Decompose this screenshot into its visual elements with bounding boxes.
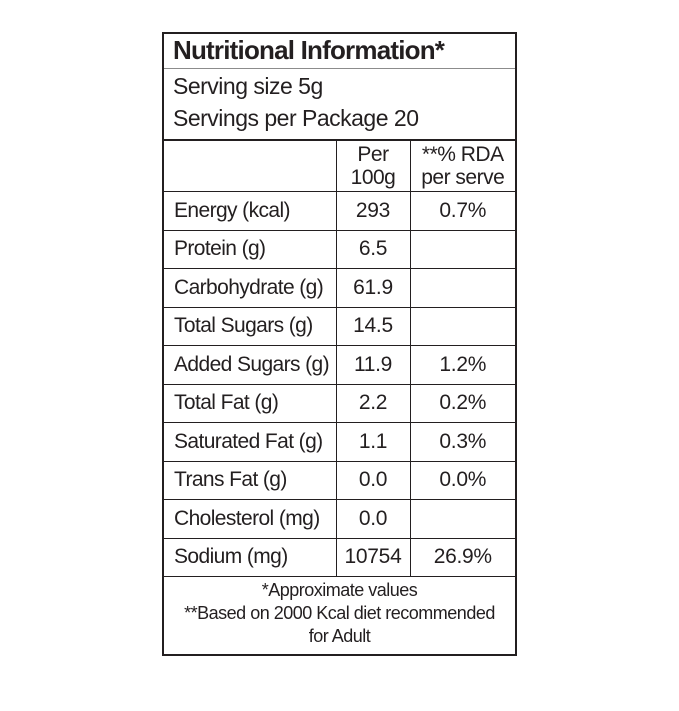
nutrient-label: Carbohydrate (g) xyxy=(164,269,336,308)
per-100g-value: 10754 xyxy=(336,538,410,577)
footnote-approximate-values: *Approximate values xyxy=(261,580,418,601)
rda-value: 0.3% xyxy=(410,423,515,462)
header-per-100g xyxy=(336,141,410,192)
header-rda-line2: per serve xyxy=(421,166,505,190)
rda-value: 26.9% xyxy=(410,538,515,577)
per-100g-value: 0.0 xyxy=(336,500,410,539)
nutrient-label: Added Sugars (g) xyxy=(164,346,336,385)
table-row xyxy=(164,269,515,308)
footnote-rda-basis: **Based on 2000 Kcal diet recommended xyxy=(184,602,495,623)
header-per-100g-line2: 100g xyxy=(350,166,396,190)
table-row xyxy=(164,500,515,539)
nutrient-label: Trans Fat (g) xyxy=(164,461,336,500)
per-100g-value: 14.5 xyxy=(336,307,410,346)
nutrient-label: Saturated Fat (g) xyxy=(164,423,336,462)
table-row xyxy=(164,230,515,269)
per-100g-value: 0.0 xyxy=(336,461,410,500)
label-title: Nutritional Information* xyxy=(164,34,515,69)
nutrient-label: Cholesterol (mg) xyxy=(164,500,336,539)
footnote-rda-basis-continued: for Adult xyxy=(308,625,371,646)
serving-info xyxy=(164,69,515,141)
footnotes xyxy=(164,577,515,654)
table-row xyxy=(164,384,515,423)
nutrition-label xyxy=(162,32,517,656)
serving-size-line: Serving size 5g xyxy=(173,73,323,100)
nutrient-label: Energy (kcal) xyxy=(164,192,336,231)
rda-value xyxy=(410,230,515,269)
header-rda-line1: **% RDA xyxy=(421,142,504,166)
per-100g-value: 1.1 xyxy=(336,423,410,462)
rda-value: 0.0% xyxy=(410,461,515,500)
rda-value: 0.7% xyxy=(410,192,515,231)
table-row xyxy=(164,346,515,385)
table-row xyxy=(164,307,515,346)
table-header-row xyxy=(164,141,515,192)
rda-value: 1.2% xyxy=(410,346,515,385)
rda-value: 0.2% xyxy=(410,384,515,423)
table-row xyxy=(164,538,515,577)
table-row xyxy=(164,461,515,500)
nutrient-label: Total Sugars (g) xyxy=(164,307,336,346)
rda-value xyxy=(410,307,515,346)
per-100g-value: 293 xyxy=(336,192,410,231)
header-rda-per-serve xyxy=(410,141,515,192)
per-100g-value: 6.5 xyxy=(336,230,410,269)
per-100g-value: 61.9 xyxy=(336,269,410,308)
rda-value xyxy=(410,269,515,308)
rda-value xyxy=(410,500,515,539)
table-row xyxy=(164,192,515,231)
nutrient-label: Sodium (mg) xyxy=(164,538,336,577)
nutrient-label: Protein (g) xyxy=(164,230,336,269)
servings-per-package-line: Servings per Package 20 xyxy=(173,104,419,131)
table-row xyxy=(164,423,515,462)
per-100g-value: 11.9 xyxy=(336,346,410,385)
header-empty-cell xyxy=(164,141,336,192)
per-100g-value: 2.2 xyxy=(336,384,410,423)
nutrient-label: Total Fat (g) xyxy=(164,384,336,423)
nutrition-table xyxy=(164,141,515,577)
header-per-100g-line1: Per xyxy=(357,142,389,166)
